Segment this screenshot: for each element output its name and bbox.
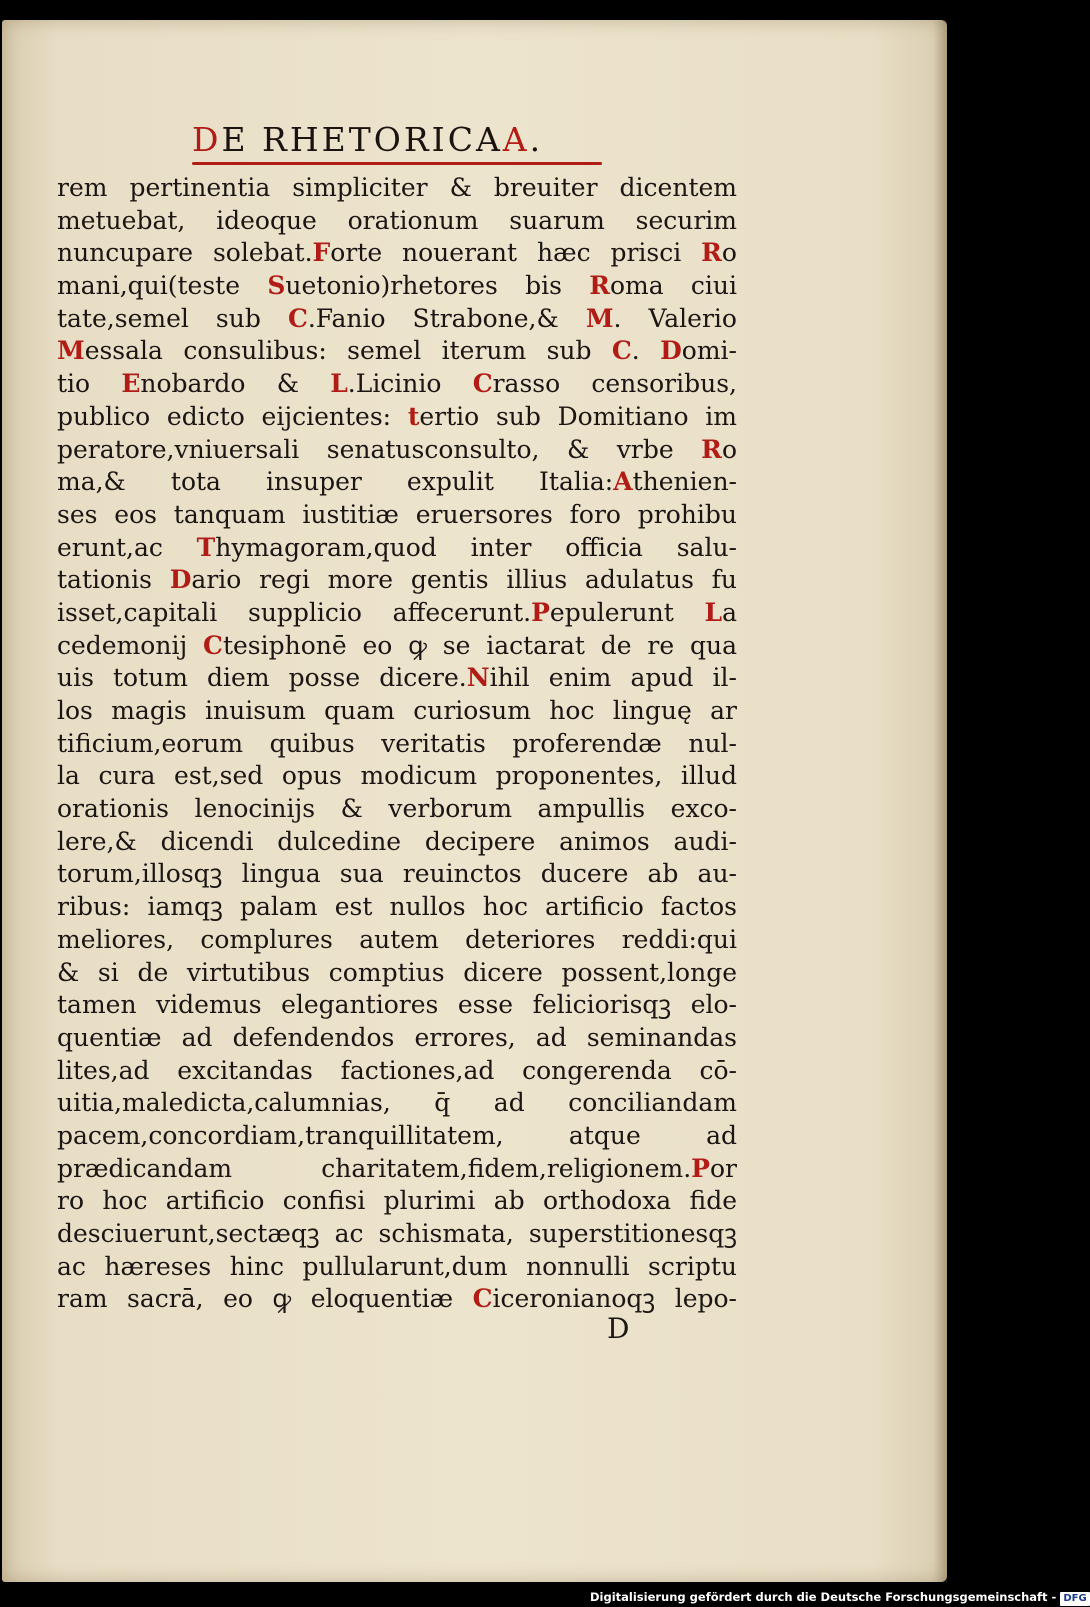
text-line <box>57 695 737 728</box>
text-line <box>57 760 737 793</box>
text-segment: ac hæreses hinc pullularunt,dum nonnulli scriptu <box>57 1251 737 1281</box>
text-segment: a <box>722 597 737 627</box>
text-segment: rem pertinentia simpliciter & breuiter dicentem <box>57 173 737 202</box>
rubricated-initial: S <box>267 271 286 301</box>
text-segment: lere,& dicendi dulcedine decipere animos audi- <box>57 826 737 856</box>
text-segment: ribus: iamqꝫ palam est nullos hoc artificio factos <box>57 892 737 922</box>
text-segment: desciuerunt,sectæqꝫ ac schismata, superstitionesqꝫ <box>57 1219 737 1248</box>
text-line <box>57 303 737 336</box>
text-segment: tamen videmus elegantiores esse feliciorisqꝫ elo- <box>57 990 737 1020</box>
text-segment: ario regi more gentis illius adulatus fu <box>191 565 737 595</box>
text-line <box>57 237 737 270</box>
text-segment: ihil enim apud il- <box>489 663 737 693</box>
text-segment: ertio sub Domitiano im <box>419 401 737 431</box>
rubricated-initial: F <box>312 238 331 268</box>
text-line <box>57 1055 737 1088</box>
rubricated-initial: P <box>691 1153 710 1183</box>
rubricated-initial: t <box>407 401 420 431</box>
running-head <box>192 120 602 164</box>
digitization-credit <box>590 1587 1087 1607</box>
running-head-final: A <box>502 120 530 159</box>
rubricated-initial: R <box>701 434 722 464</box>
text-line <box>57 532 737 565</box>
book-page <box>2 20 947 1582</box>
text-line <box>57 1218 737 1251</box>
rubricated-initial: N <box>466 663 490 693</box>
rubricated-initial: M <box>585 303 614 333</box>
text-line <box>57 858 737 891</box>
text-segment: cedemonij <box>57 630 204 660</box>
footer-text: Digitalisierung gefördert durch die Deutsche Forschungsgemeinschaft - <box>590 1590 1057 1604</box>
text-segment: & si de virtutibus comptius dicere possent,longe <box>57 957 737 987</box>
text-segment: quentiæ ad defendendos errores, ad seminandas <box>57 1022 737 1052</box>
text-segment: uitia,maledicta,calumnias, q̄ ad conciliandam <box>57 1088 737 1118</box>
signature-mark: D <box>607 1312 630 1345</box>
text-line <box>57 957 737 990</box>
text-line <box>57 924 737 957</box>
text-segment: orationis lenocinijs & verborum ampullis exco- <box>57 794 737 824</box>
rubricated-initial: T <box>196 532 216 562</box>
rubricated-initial: P <box>531 597 550 627</box>
text-segment: ses eos tanquam iustitiæ eruersores foro prohibu <box>57 499 737 529</box>
text-segment: los magis inuisum quam curiosum hoc linguę ar <box>57 696 737 725</box>
text-segment: torum,illosqꝫ lingua sua reuinctos ducere ab au- <box>57 859 737 889</box>
text-line <box>57 205 737 238</box>
text-segment: o <box>721 434 737 464</box>
text-segment: lites,ad excitandas factiones,ad congerenda cō- <box>57 1055 737 1085</box>
text-segment: uetonio)rhetores bis <box>285 271 590 301</box>
text-line <box>57 1251 737 1284</box>
text-line <box>57 172 737 205</box>
text-segment: publico edicto eijcientes: <box>57 401 408 431</box>
text-segment: mani,qui(teste <box>57 271 268 301</box>
text-line <box>57 989 737 1022</box>
rubricated-initial: E <box>121 369 141 399</box>
text-line <box>57 662 737 695</box>
rubricated-initial: L <box>330 369 348 399</box>
text-line <box>57 826 737 859</box>
text-segment: tate,semel sub <box>57 303 288 333</box>
text-segment: prædicandam charitatem,fidem,religionem. <box>57 1153 692 1183</box>
text-line <box>57 597 737 630</box>
text-segment: rasso censoribus, <box>492 369 737 399</box>
text-segment: pacem,concordiam,tranquillitatem, atque ad <box>57 1120 737 1150</box>
text-segment: isset,capitali supplicio affecerunt. <box>57 597 532 627</box>
text-segment: tio <box>57 369 122 399</box>
rubricated-initial: M <box>57 336 85 366</box>
text-segment: iceronianoqꝫ lepo- <box>492 1284 737 1314</box>
rubricated-initial: C <box>472 369 493 399</box>
text-segment: or <box>709 1153 737 1183</box>
text-segment: .Fanio Strabone,& <box>307 303 586 333</box>
text-segment: epulerunt <box>549 597 705 627</box>
text-segment: ram sacrā, eo ꝙ eloquentiæ <box>57 1284 473 1314</box>
text-line <box>57 434 737 467</box>
text-line <box>57 466 737 499</box>
text-segment: ro hoc artificio confisi plurimi ab orthodoxa fide <box>57 1186 737 1216</box>
rubricated-initial: C <box>287 303 308 333</box>
running-head-initial: D <box>192 120 222 159</box>
text-segment: la cura est,sed opus modicum proponentes, illud <box>57 761 737 791</box>
text-segment: . Valerio <box>613 303 737 333</box>
text-line <box>57 1153 737 1186</box>
text-line <box>57 499 737 532</box>
text-segment: tationis <box>57 565 170 595</box>
rubricated-initial: D <box>169 565 192 595</box>
text-line <box>57 564 737 597</box>
rubricated-initial: L <box>704 597 723 627</box>
text-segment: omi- <box>681 336 737 366</box>
text-segment: uis totum diem posse dicere. <box>57 663 467 693</box>
text-line <box>57 1120 737 1153</box>
rubricated-initial: R <box>701 238 722 268</box>
text-line <box>57 630 737 663</box>
text-segment: nobardo & <box>140 369 331 399</box>
text-segment: erunt,ac <box>57 532 197 562</box>
rubricated-initial: R <box>589 271 610 301</box>
text-segment: .Licinio <box>347 369 473 399</box>
text-line <box>57 270 737 303</box>
rubricated-initial: A <box>613 467 633 497</box>
text-segment: . <box>631 336 661 366</box>
text-line <box>57 368 737 401</box>
text-segment: orte nouerant hæc prisci <box>330 238 702 268</box>
text-segment: meliores, complures autem deteriores reddi:qui <box>57 924 737 954</box>
text-line <box>57 1185 737 1218</box>
text-segment: tificium,eorum quibus veritatis proferendæ nul- <box>57 728 737 758</box>
dfg-logo: DFG <box>1060 1592 1089 1606</box>
text-line <box>57 891 737 924</box>
text-segment: ma,& tota insuper expulit Italia: <box>57 467 614 497</box>
text-segment: o <box>721 238 737 268</box>
text-line <box>57 728 737 761</box>
text-segment: metuebat, ideoque orationum suarum securim <box>57 205 737 235</box>
text-block <box>57 172 737 1316</box>
text-segment: oma ciui <box>609 271 738 301</box>
text-segment: tesiphonē eo ꝙ se iactarat de re qua <box>222 630 737 660</box>
text-segment: hymagoram,quod inter officia salu- <box>215 532 737 562</box>
text-line <box>57 1087 737 1120</box>
rubricated-initial: C <box>203 630 223 660</box>
text-line <box>57 335 737 368</box>
text-line <box>57 401 737 434</box>
text-segment: essala consulibus: semel iterum sub <box>84 336 612 366</box>
text-segment: thenien- <box>632 467 737 497</box>
text-line <box>57 793 737 826</box>
running-head-period: . <box>529 120 544 159</box>
rubricated-initial: D <box>660 336 682 366</box>
text-line <box>57 1022 737 1055</box>
rubricated-initial: C <box>611 336 632 366</box>
running-head-text: E RHETORICA <box>221 120 503 159</box>
rubricated-initial: C <box>472 1284 493 1314</box>
text-segment: nuncupare solebat. <box>57 238 313 268</box>
running-head-rule <box>192 162 602 165</box>
text-segment: peratore,vniuersali senatusconsulto, & vrbe <box>57 434 702 464</box>
